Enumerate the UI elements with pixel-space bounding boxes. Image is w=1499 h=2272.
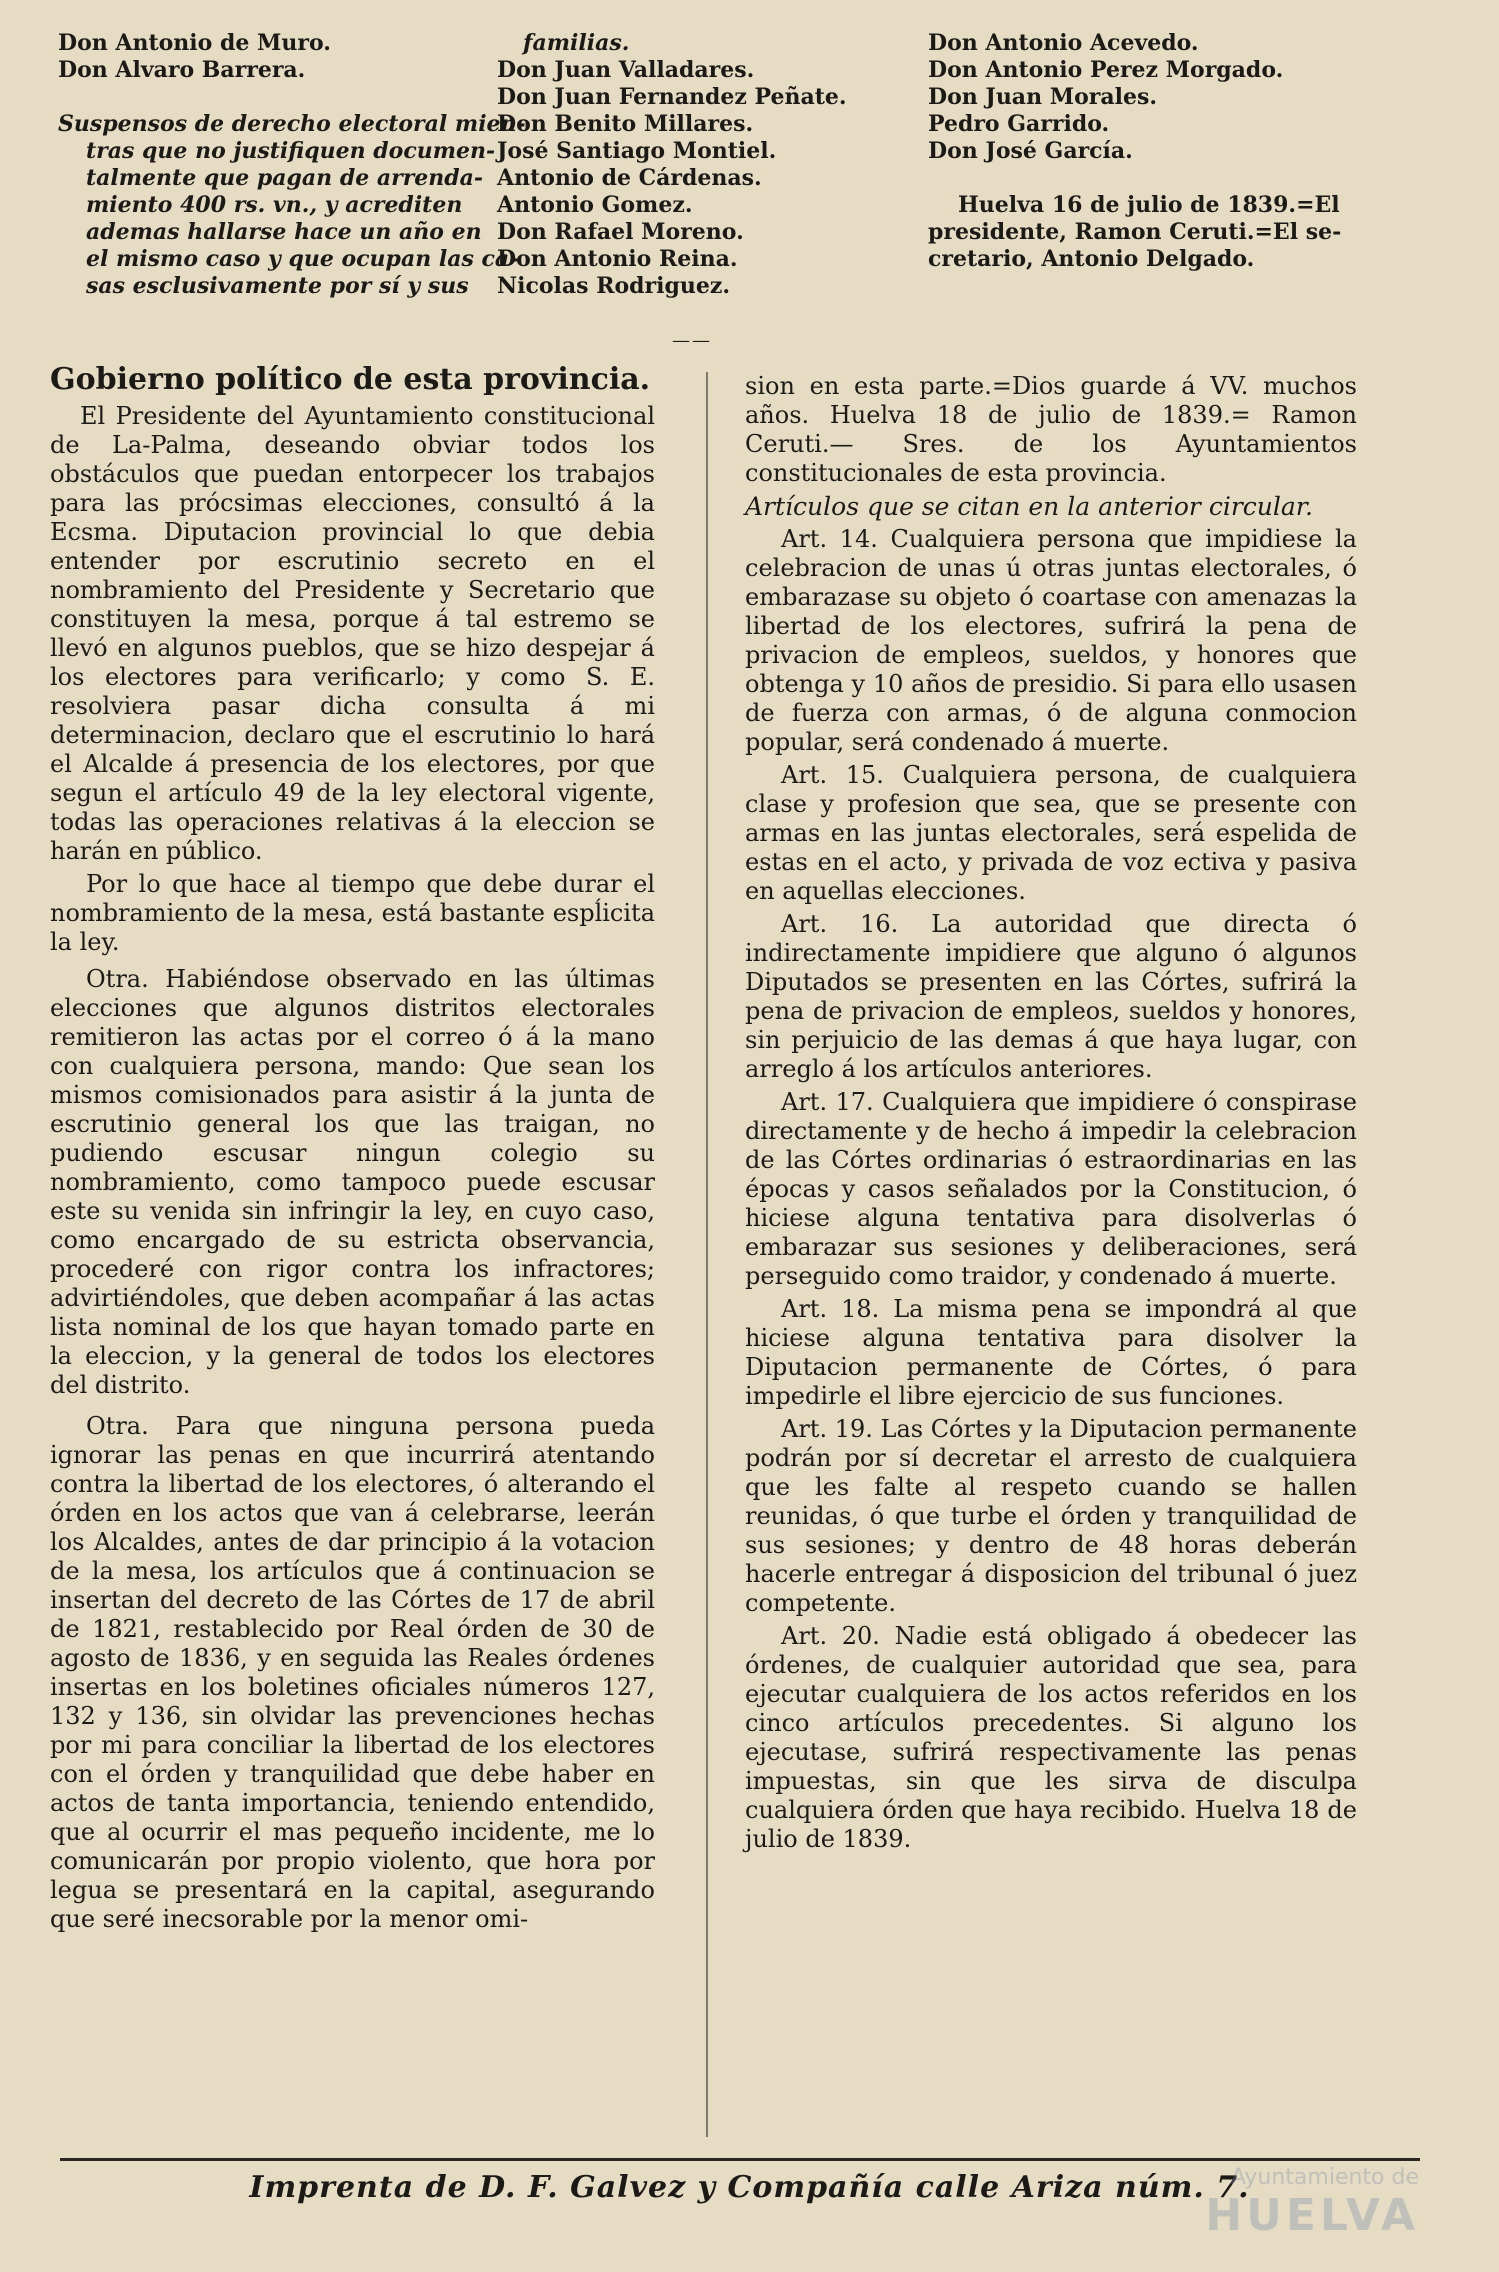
column-divider [706,372,708,2137]
paragraph: Por lo que hace al tiempo que debe durar el nombramiento de la mesa, está bastante espĺicita la ley. [50,870,655,956]
paragraph: Otra. Habiéndose observado en las últimas elecciones que algunos distritos electorales remitieron las actas por el correo ó á la mano con cualquiera persona, mando: Que sean los mismos comisionados para asistir á la junta de escrutinio general los que las traigan, no pudiendo escusar ningun colegio su nombramiento, como tampoco puede escusar este su venida sin infringir la ley, en cuyo caso, como encargado de su estricta observancia, procederé con rigor contra los infractores; advirtiéndoles, que deben acompañar á las actas lista nominal de los que hayan tomado parte en la eleccion, y la general de todos los electores del distrito. [50,965,655,1399]
top-list-line: Don Antonio Perez Morgado. [928,57,1284,83]
top-list-column-1 [58,30,526,300]
top-list-line: Antonio Gomez. [497,192,693,218]
top-list-line: Don Rafael Moreno. [497,219,744,245]
top-list-line: presidente, Ramon Ceruti.=El se- [928,219,1342,245]
sub-heading: Artículos que se citan en la anterior circular. [745,492,1313,521]
top-list-line: Don Antonio Acevedo. [928,30,1199,56]
paragraph: Otra. Para que ninguna persona pueda ignorar las penas en que incurrirá atentando contra la libertad de los electores, ó alterando el órden en los actos que van á celebrarse, leerán los Alcaldes, antes de dar principio á la votacion de la mesa, los artículos que á continuacion se insertan del decreto de las Córtes de 17 de abril de 1821, restablecido por Real órden de 30 de agosto de 1836, y en seguida las Reales órdenes insertas en los boletines oficiales números 127, 132 y 136, sin olvidar las prevenciones hechas por mi para conciliar la libertad de los electores con el órden y tranquilidad que debe haber en actos de tanta importancia, teniendo entendido, que al ocurrir el mas pequeño incidente, me lo comunicarán por propio violento, que hora por legua se presentará en la capital, asegurando que seré inecsorable por la menor omi- [50,1412,655,1933]
top-list-line: Don Juan Fernandez Peñate. [497,84,847,110]
article: Art. 14. Cualquiera persona que impidiese la celebracion de unas ú otras juntas electorales, ó embarazase su objeto ó coartase con amenazas la libertad de los electores, sufrirá la pena de privacion de empleos, sueldos, y honores que obtenga y 10 años de presidio. Si para ello usasen de fuerza con armas, ó de alguna conmocion popular, será condenado á muerte. [745,525,1357,756]
paragraph: El Presidente del Ayuntamiento constitucional de La-Palma, deseando obviar todos los obstáculos que puedan entorpecer los trabajos para las prócsimas elecciones, consultó á la Ecsma. Diputacion provincial lo que debia entender por escrutinio secreto en el nombramiento del Presidente y Secretario que constituyen la mesa, porque á tal estremo se llevó en algunos pueblos, que se hizo despejar á los electores para verificarlo; y como S. E. resolviera pasar dicha consulta á mi determinacion, declaro que el escrutinio lo hará el Alcalde á presencia de los electores, por que segun el artículo 49 de la ley electoral vigente, todas las operaciones relativas á la eleccion se harán en público. [50,402,655,865]
top-list-line: talmente que pagan de arrenda- [86,165,484,191]
top-list-line: José Santiago Montiel. [497,138,777,164]
top-list-line: Pedro Garrido. [928,111,1110,137]
footer-rule [60,2158,1420,2161]
paragraph: sion en esta parte.=Dios guarde á VV. muchos años. Huelva 18 de julio de 1839.= Ramon Ceruti.— Sres. de los Ayuntamientos constitucionales de esta provincia. [745,372,1357,487]
top-list-line: Don Benito Millares. [497,111,754,137]
separator: —— [672,330,712,351]
top-list-line: Don Antonio de Muro. [58,30,331,56]
article: Art. 18. La misma pena se impondrá al que hiciese alguna tentativa para disolver la Diputacion permanente de Córtes, ó para impedirle el libre ejercicio de sus funciones. [745,1295,1357,1410]
right-column [745,372,1357,1858]
top-list-line: Don Juan Valladares. [497,57,755,83]
archive-watermark [1205,2165,1419,2241]
top-list-line: el mismo caso y que ocupan las ca- [86,246,519,272]
top-list-line: Huelva 16 de julio de 1839.=El [958,192,1340,218]
top-list-line: familias. [523,30,630,56]
top-list-line: ademas hallarse hace un año en [86,219,482,245]
top-list-line: sas esclusivamente por sí y sus [86,273,469,299]
top-list-line: Don José García. [928,138,1133,164]
top-list-line: Don Antonio Reina. [497,246,738,272]
top-list-line: cretario, Antonio Delgado. [928,246,1255,272]
top-list-line: miento 400 rs. vn., y acrediten [86,192,463,218]
left-column [50,362,655,1938]
top-list-line: tras que no justifiquen documen- [86,138,496,164]
top-list-column-3 [928,30,1368,273]
article: Art. 20. Nadie está obligado á obedecer las órdenes, de cualquier autoridad que sea, para ejecutar cualquiera de los actos referidos en los cinco artículos precedentes. Si alguno los ejecutase, sufrirá respectivamente las penas impuestas, sin que les sirva de disculpa cualquiera órden que haya recibido. Huelva 18 de julio de 1839. [745,1622,1357,1853]
top-list-column-2 [497,30,907,300]
top-list-line: Nicolas Rodriguez. [497,273,731,299]
top-list-line: Antonio de Cárdenas. [497,165,762,191]
article: Art. 19. Las Córtes y la Diputacion permanente podrán por sí decretar el arresto de cualquiera que les falte al respeto cuando se hallen reunidas, ó que turbe el órden y tranquilidad de sus sesiones; y dentro de 48 horas deberán hacerle entregar á disposicion del tribunal ó juez competente. [745,1415,1357,1617]
article: Art. 17. Cualquiera que impidiere ó conspirase directamente y de hecho á impedir la celebracion de las Córtes ordinarias ó estraordinarias en las épocas y casos señalados por la Constitucion, ó hiciese alguna tentativa para disolverlas ó embarazar sus sesiones y deliberaciones, será perseguido como traidor, y condenado á muerte. [745,1088,1357,1290]
top-list-line: Don Alvaro Barrera. [58,57,306,83]
article: Art. 16. La autoridad que directa ó indirectamente impidiere que alguno ó algunos Diputados se presenten en las Córtes, sufrirá la pena de privacion de empleos, sueldos y honores, sin perjuicio de las demas á que haya lugar, con arreglo á los artículos anteriores. [745,910,1357,1083]
imprint-footer: Imprenta de D. F. Galvez y Compañía calle Ariza núm. 7. [249,2170,1250,2205]
article: Art. 15. Cualquiera persona, de cualquiera clase y profesion que sea, que se presente con armas en las juntas electorales, será espelida de estas en el acto, y privada de voz ectiva y pasiva en aquellas elecciones. [745,761,1357,905]
watermark-line: HUELVA [1205,2190,1419,2241]
top-list-line: Don Juan Morales. [928,84,1157,110]
watermark-line: Ayuntamiento de [1230,2165,1419,2190]
top-list-line: Suspensos de derecho electoral mien- [58,111,526,137]
section-heading: Gobierno político de esta provincia. [50,362,651,397]
